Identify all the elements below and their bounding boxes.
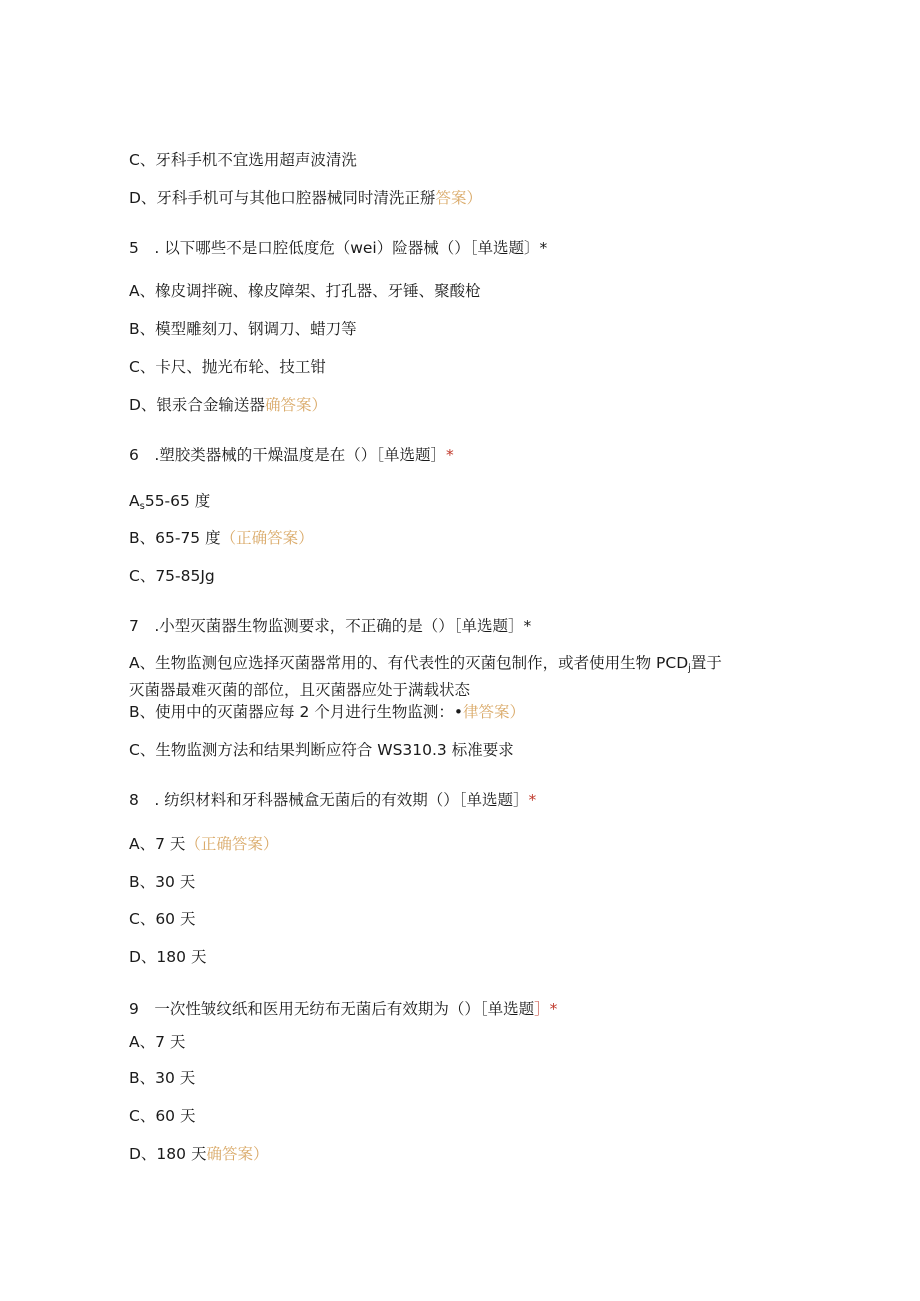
correct-answer-marker: 确答案） — [264, 396, 327, 414]
q9-option-a[interactable]: A、7 天 — [129, 1033, 186, 1051]
required-star: * — [549, 1000, 558, 1018]
correct-answer-marker: 律答案） — [463, 703, 526, 721]
q6-option-c[interactable]: C、75-85Jg — [129, 567, 215, 585]
q7-option-a[interactable]: A、生物监测包应选择灭菌器常用的、有代表性的灭菌包制作，或者使用生物 $PCD_j$置于 — [129, 654, 722, 674]
q7-option-a-continued: 灭菌器最难灭菌的部位，且灭菌器应处于满载状态 — [129, 681, 471, 699]
q8-option-c[interactable]: C、60 天 — [129, 910, 196, 928]
q9-option-b[interactable]: B、30 天 — [129, 1069, 196, 1087]
correct-answer-marker: （正确答案） — [185, 835, 279, 853]
q6-option-a[interactable]: $A_s55-65$ 度 — [129, 492, 211, 512]
q7-option-c[interactable]: C、生物监测方法和结果判断应符合 WS310.3 标准要求 — [129, 741, 514, 759]
q5-option-d[interactable]: D、银汞合金输送器确答案） — [129, 396, 327, 414]
q5-option-a[interactable]: A、橡皮调拌碗、橡皮障架、打孔器、牙锤、聚酸枪 — [129, 282, 481, 300]
q4-option-d[interactable]: D、牙科手机可与其他口腔器械同时清洗正掰答案） — [129, 189, 482, 207]
q4-option-c[interactable]: C、牙科手机不宜选用超声波清洗 — [129, 151, 357, 169]
q8-title: 8 . 纺织材料和牙科器械盒无菌后的有效期（）［单选题］* — [129, 791, 537, 809]
q9-title: 9 一次性皱纹纸和医用无纺布无菌后有效期为（）［单选题］* — [129, 1000, 558, 1018]
q5-option-b[interactable]: B、模型雕刻刀、钢调刀、蜡刀等 — [129, 320, 357, 338]
q8-option-d[interactable]: D、180 天 — [129, 948, 207, 966]
correct-answer-marker: （正确答案） — [220, 529, 314, 547]
q5-option-c[interactable]: C、卡尺、抛光布轮、技工钳 — [129, 358, 326, 376]
correct-answer-marker: 答案） — [435, 189, 482, 207]
q6-title: 6 .塑胶类器械的干燥温度是在（）［单选题］* — [129, 446, 454, 464]
q8-option-b[interactable]: B、30 天 — [129, 873, 196, 891]
q7-option-b[interactable]: B、使用中的灭菌器应每 2 个月进行生物监测：•律答案） — [129, 703, 526, 721]
q6-option-b[interactable]: B、65-75 度（正确答案） — [129, 529, 314, 547]
required-star: * — [446, 446, 454, 464]
required-star: * — [528, 791, 537, 809]
q5-title: 5 . 以下哪些不是口腔低度危（wei）险器械（）［单选题〕* — [129, 239, 548, 257]
q8-option-a[interactable]: A、7 天（正确答案） — [129, 835, 279, 853]
q9-option-c[interactable]: C、60 天 — [129, 1107, 196, 1125]
correct-answer-marker: 确答案） — [206, 1145, 269, 1163]
q9-option-d[interactable]: D、180 天确答案） — [129, 1145, 269, 1163]
q7-title: 7 .小型灭菌器生物监测要求，不正确的是（）［单选题］* — [129, 617, 532, 635]
